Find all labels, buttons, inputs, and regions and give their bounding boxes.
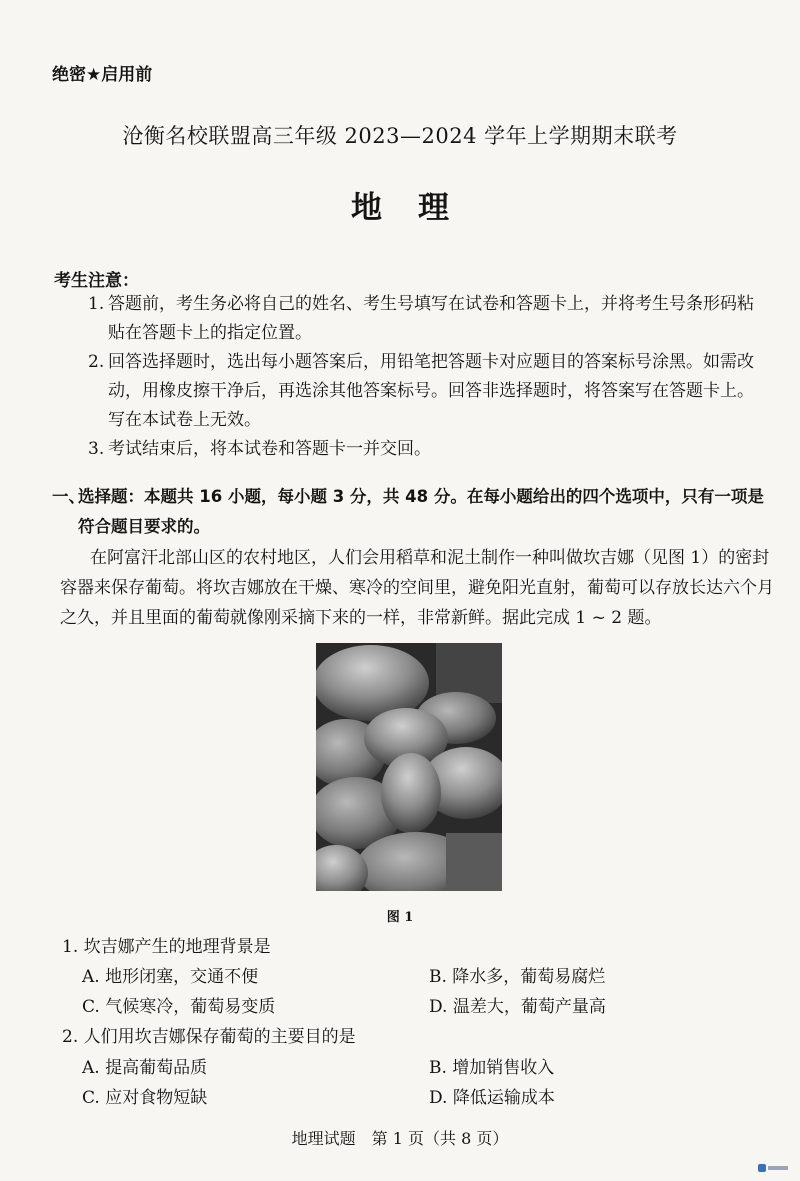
notice-text: 考试结束后，将本试卷和答题卡一并交回。 bbox=[108, 439, 431, 459]
subject-title: 地理 bbox=[351, 190, 485, 226]
watermark-bar bbox=[768, 1166, 788, 1170]
notice-number: 2. bbox=[88, 352, 105, 372]
watermark-logo bbox=[758, 1163, 790, 1173]
section-heading bbox=[52, 482, 772, 542]
notice-text: 答题前，考生务必将自己的姓名、考生号填写在试卷和答题卡上，并将考生号条形码粘贴在答题卡上的指定位置。 bbox=[108, 294, 754, 343]
option-c: C. 气候寒冷，葡萄易变质 bbox=[82, 997, 276, 1017]
app-logo-icon bbox=[758, 1164, 766, 1172]
notice-number: 1. bbox=[88, 294, 105, 314]
option-b: B. 增加销售收入 bbox=[429, 1058, 555, 1078]
option-d: D. 降低运输成本 bbox=[429, 1088, 555, 1108]
option-c: C. 应对食物短缺 bbox=[82, 1088, 208, 1108]
figure-image bbox=[316, 643, 502, 891]
notice-text: 回答选择题时，选出每小题答案后，用铅笔把答题卡对应题目的答案标号涂黑。如需改动，用橡皮擦干净后，再选涂其他答案标号。回答非选择题时，将答案写在答题卡上。写在本试卷上无效。 bbox=[108, 352, 754, 430]
notice-list bbox=[88, 290, 768, 464]
kanjina-photo bbox=[316, 643, 502, 891]
notice-item bbox=[88, 435, 768, 464]
figure-caption: 图 1 bbox=[386, 910, 414, 925]
notice-number: 3. bbox=[88, 439, 105, 459]
question-stem: 1. 坎吉娜产生的地理背景是 bbox=[62, 937, 271, 957]
option-d: D. 温差大，葡萄产量高 bbox=[429, 997, 606, 1017]
notice-item bbox=[88, 348, 768, 435]
option-b: B. 降水多，葡萄易腐烂 bbox=[429, 967, 606, 987]
secret-label: 绝密★启用前 bbox=[52, 65, 153, 85]
section-text: 选择题：本题共 16 小题，每小题 3 分，共 48 分。在每小题给出的四个选项中，只有一项是符合题目要求的。 bbox=[78, 487, 764, 536]
option-a: A. 提高葡萄品质 bbox=[82, 1058, 208, 1078]
option-a: A. 地形闭塞，交通不便 bbox=[82, 967, 259, 987]
section-number: 一、 bbox=[52, 487, 85, 506]
exam-title: 沧衡名校联盟高三年级 2023—2024 学年上学期期末联考 bbox=[122, 124, 678, 148]
notice-heading: 考生注意： bbox=[54, 271, 139, 291]
page-footer: 地理试题 第 1 页（共 8 页） bbox=[291, 1129, 509, 1148]
notice-item bbox=[88, 290, 768, 348]
question-stem: 2. 人们用坎吉娜保存葡萄的主要目的是 bbox=[62, 1027, 356, 1047]
intro-paragraph: 在阿富汗北部山区的农村地区，人们会用稻草和泥土制作一种叫做坎吉娜（见图 1）的密封容器来保存葡萄。将坎吉娜放在干燥、寒冷的空间里，避免阳光直射，葡萄可以存放长达六个月之久，并且里面的葡萄就像刚采摘下来的一样，非常新鲜。据此完成 1 ~ 2 题。 bbox=[60, 548, 774, 628]
